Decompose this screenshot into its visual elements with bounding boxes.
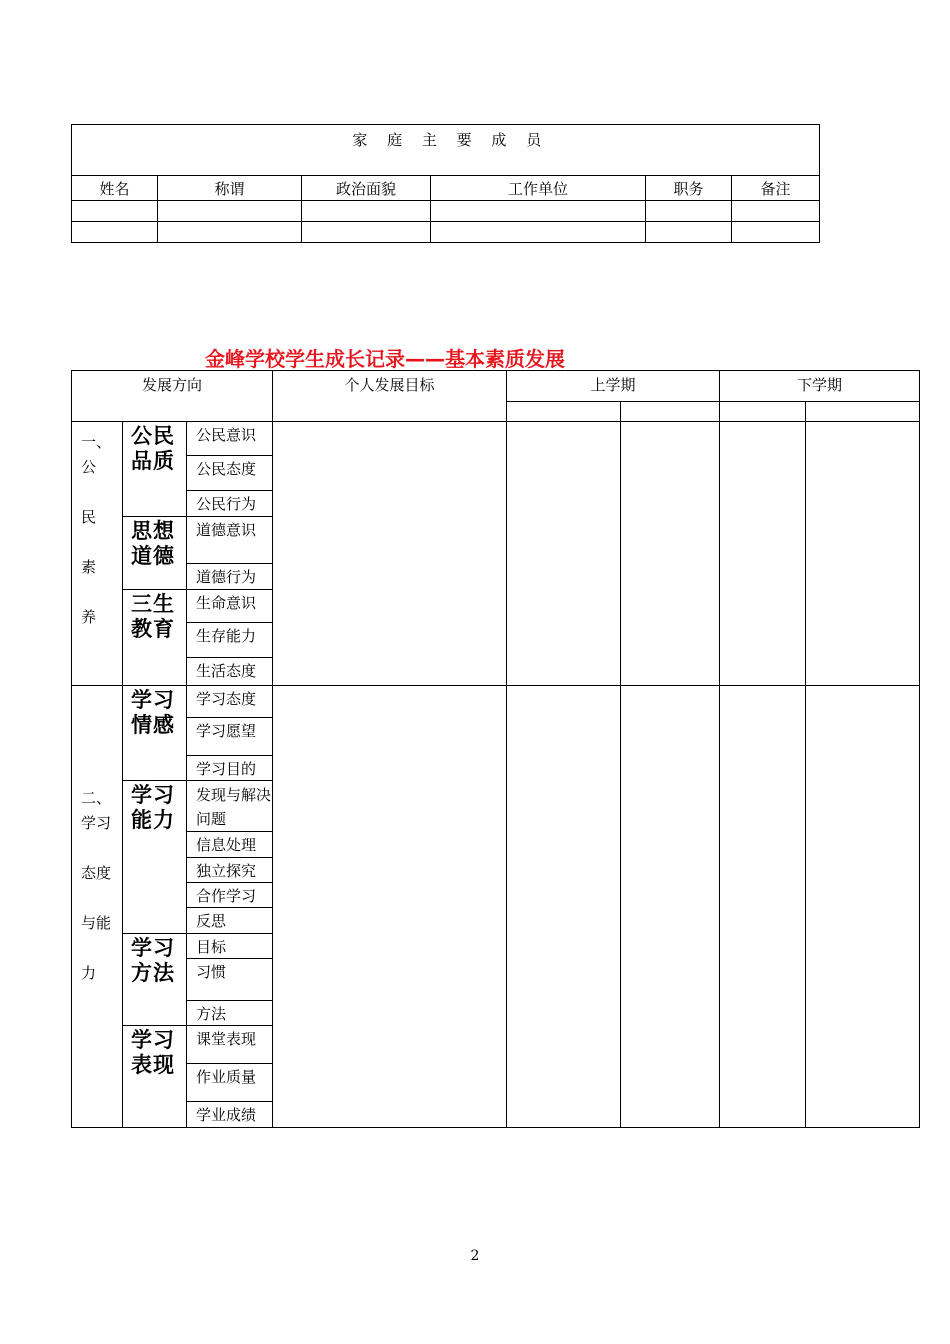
header-workplace: 工作单位 (431, 176, 646, 201)
second-term-cell[interactable] (720, 422, 806, 686)
family-table-title: 家 庭 主 要 成 员 (352, 131, 549, 149)
group-learning-emotion: 学习 情感 (123, 686, 187, 781)
empty-cell[interactable] (646, 222, 732, 243)
goal-cell[interactable] (273, 686, 507, 1128)
item-reflection: 反思 (187, 908, 273, 934)
empty-cell[interactable] (732, 222, 820, 243)
group-civic-quality: 公民 品质 (123, 422, 187, 517)
first-term-cell[interactable] (621, 686, 720, 1128)
category-learning-attitude-ability: 二、 学习 态度 与能 力 (72, 686, 123, 1128)
item-learning-purpose: 学习目的 (187, 756, 273, 781)
item-independent-inquiry: 独立探究 (187, 858, 273, 883)
item-goal: 目标 (187, 934, 273, 959)
empty-cell[interactable] (431, 222, 646, 243)
item-habit: 习惯 (187, 959, 273, 1001)
header-relation: 称谓 (158, 176, 302, 201)
item-learning-attitude: 学习态度 (187, 686, 273, 718)
second-term-subcol (806, 402, 920, 422)
empty-cell[interactable] (732, 201, 820, 222)
item-method: 方法 (187, 1001, 273, 1026)
empty-cell[interactable] (72, 201, 158, 222)
growth-record-title: 金峰学校学生成长记录——基本素质发展 (205, 347, 565, 371)
group-learning-method: 学习 方法 (123, 934, 187, 1026)
item-classroom-performance: 课堂表现 (187, 1026, 273, 1064)
header-second-term: 下学期 (720, 371, 920, 402)
empty-cell[interactable] (302, 201, 431, 222)
second-term-cell[interactable] (806, 422, 920, 686)
first-term-subcol (621, 402, 720, 422)
empty-cell[interactable] (72, 222, 158, 243)
header-position: 职务 (646, 176, 732, 201)
item-cooperative-learning: 合作学习 (187, 883, 273, 908)
group-learning-performance: 学习 表现 (123, 1026, 187, 1128)
header-remarks: 备注 (732, 176, 820, 201)
second-term-cell[interactable] (806, 686, 920, 1128)
item-life-awareness: 生命意识 (187, 590, 273, 623)
empty-cell[interactable] (158, 222, 302, 243)
family-members-table (71, 124, 820, 243)
first-term-cell[interactable] (621, 422, 720, 686)
item-moral-behavior: 道德行为 (187, 564, 273, 590)
item-survival-ability: 生存能力 (187, 623, 273, 658)
growth-record-table (71, 370, 920, 1128)
header-goal: 个人发展目标 (273, 371, 507, 422)
item-civic-awareness: 公民意识 (187, 422, 273, 456)
category-civic-literacy: 一、 公 民 素 养 (72, 422, 123, 686)
family-table-title-cell (72, 125, 820, 176)
item-information-processing: 信息处理 (187, 832, 273, 858)
table-row (72, 222, 820, 243)
empty-cell[interactable] (431, 201, 646, 222)
item-life-attitude: 生活态度 (187, 658, 273, 686)
empty-cell[interactable] (646, 201, 732, 222)
item-homework-quality: 作业质量 (187, 1064, 273, 1102)
first-term-cell[interactable] (507, 422, 621, 686)
second-term-cell[interactable] (720, 686, 806, 1128)
first-term-cell[interactable] (507, 686, 621, 1128)
first-term-subcol (507, 402, 621, 422)
header-direction: 发展方向 (72, 371, 273, 422)
header-first-term: 上学期 (507, 371, 720, 402)
item-civic-attitude: 公民态度 (187, 456, 273, 491)
second-term-subcol (720, 402, 806, 422)
header-name: 姓名 (72, 176, 158, 201)
header-political-status: 政治面貌 (302, 176, 431, 201)
page-number: 2 (470, 1248, 480, 1264)
goal-cell[interactable] (273, 422, 507, 686)
item-civic-behavior: 公民行为 (187, 491, 273, 517)
empty-cell[interactable] (158, 201, 302, 222)
group-moral-thought: 思想 道德 (123, 517, 187, 590)
item-moral-awareness: 道德意识 (187, 517, 273, 564)
item-academic-achievement: 学业成绩 (187, 1102, 273, 1128)
group-learning-ability: 学习 能力 (123, 781, 187, 934)
table-row (72, 201, 820, 222)
group-three-life-education: 三生 教育 (123, 590, 187, 686)
empty-cell[interactable] (302, 222, 431, 243)
item-problem-solving: 发现与解决问题 (187, 781, 273, 832)
item-learning-desire: 学习愿望 (187, 718, 273, 756)
